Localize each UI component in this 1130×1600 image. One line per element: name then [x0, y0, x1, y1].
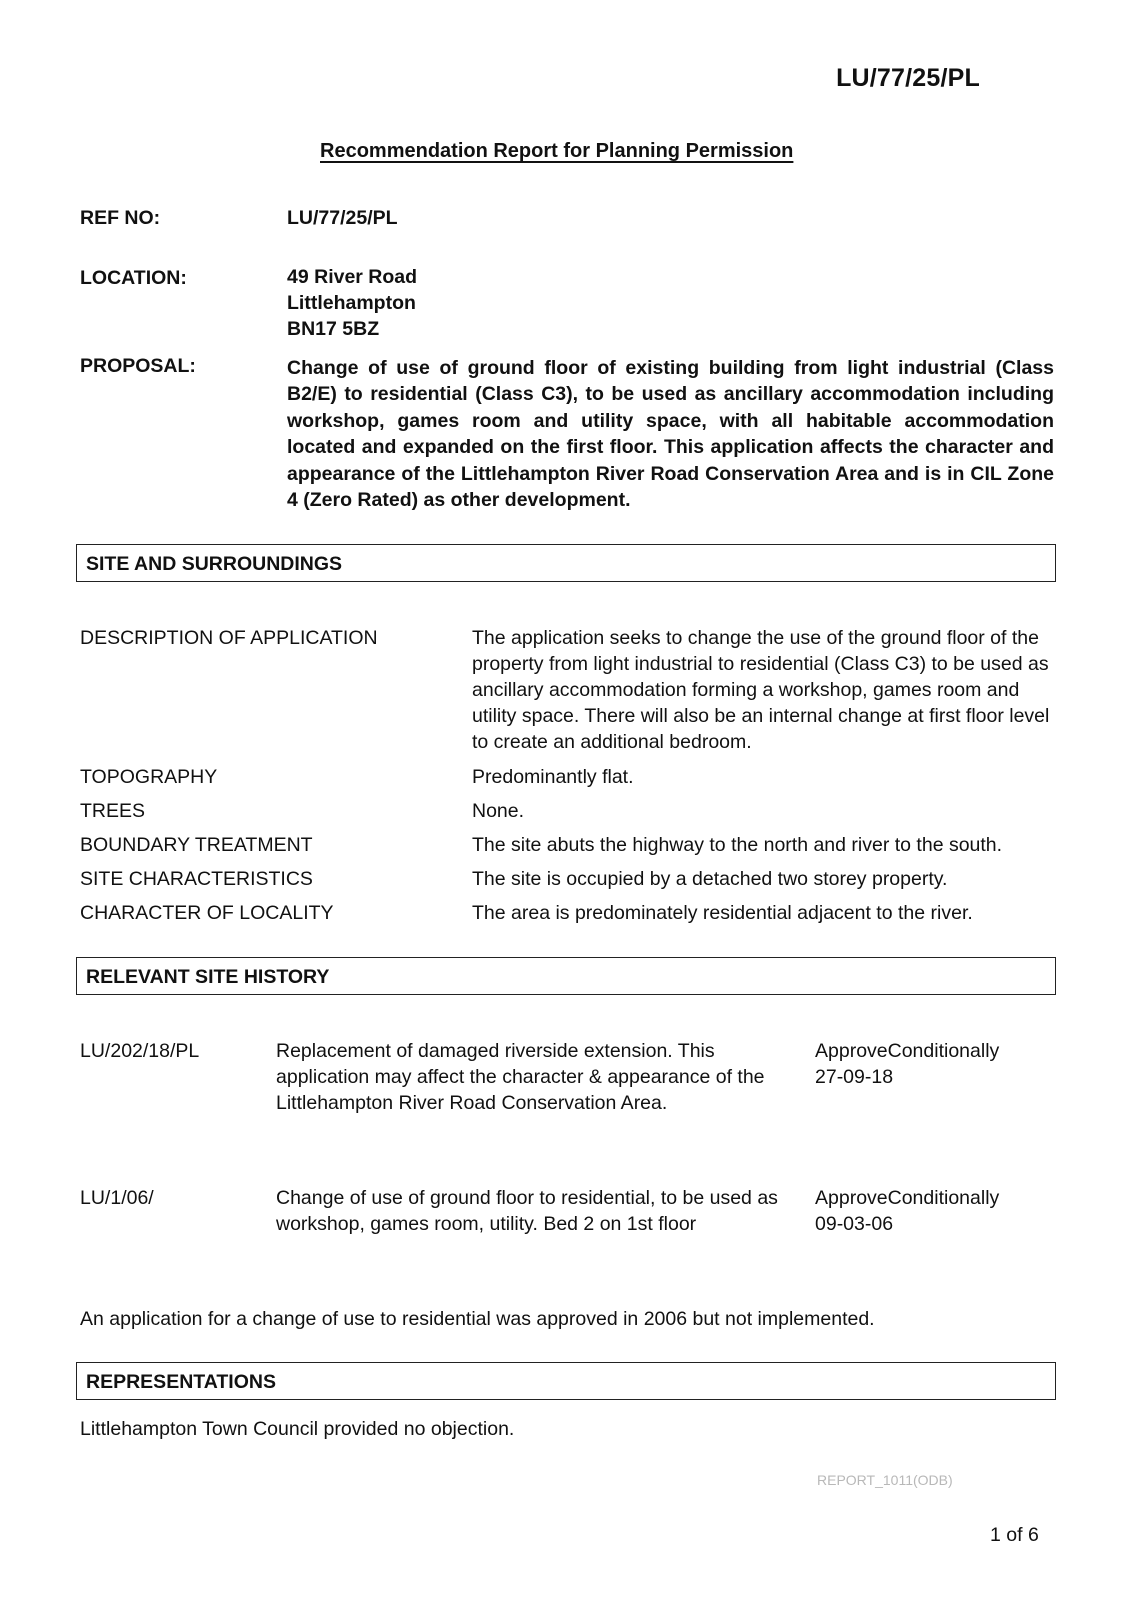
history-note: An application for a change of use to residential was approved in 2006 but not implemented.: [80, 1308, 875, 1330]
location-line-town: Littlehampton: [287, 292, 416, 314]
representations-heading: REPRESENTATIONS: [86, 1371, 276, 1393]
trees-value: None.: [472, 800, 525, 822]
proposal-label: PROPOSAL:: [80, 355, 196, 377]
site-characteristics-label: SITE CHARACTERISTICS: [80, 868, 313, 890]
location-address: [287, 264, 417, 342]
ref-no-label: REF NO:: [80, 207, 161, 229]
site-characteristics-value: The site is occupied by a detached two storey property.: [472, 868, 948, 890]
character-of-locality-label: CHARACTER OF LOCALITY: [80, 902, 334, 924]
page-number: 1 of 6: [990, 1524, 1039, 1546]
description-value: The application seeks to change the use of the ground floor of the property from light industrial to residential (Class C3) to be used as ancillary accommodation forming a workshop, games room and utility space. There will also be an internal change at first floor level to create an additional bedroom.: [472, 627, 1050, 753]
topography-value: Predominantly flat.: [472, 766, 634, 788]
ref-no-value: LU/77/25/PL: [287, 207, 398, 229]
report-title: Recommendation Report for Planning Permission: [320, 140, 794, 162]
representations-text: Littlehampton Town Council provided no objection.: [80, 1418, 515, 1440]
history-date-2: 09-03-06: [815, 1213, 894, 1235]
history-status-1: [815, 1038, 1055, 1090]
boundary-treatment-value: The site abuts the highway to the north and river to the south.: [472, 834, 1003, 856]
proposal-text: Change of use of ground floor of existing building from light industrial (Class B2/E) to residential (Class C3), to be used as ancillary accommodation including workshop, games room and utility space, with all habitable accommodation located and expanded on the first floor. This application affects the character and appearance of the Littlehampton River Road Conservation Area and is in CIL Zone 4 (Zero Rated) as other development.: [287, 357, 1054, 512]
document-reference: LU/77/25/PL: [836, 64, 980, 92]
description-label: DESCRIPTION OF APPLICATION: [80, 627, 378, 649]
character-of-locality-value: The area is predominately residential adjacent to the river.: [472, 902, 973, 924]
history-date-1: 27-09-18: [815, 1066, 894, 1088]
location-line-postcode: BN17 5BZ: [287, 318, 380, 340]
history-description-1: Replacement of damaged riverside extension. This application may affect the character & appearance of the Littlehampton River Road Conservation Area.: [276, 1040, 765, 1114]
report-code: REPORT_1011(ODB): [817, 1472, 953, 1488]
site-surroundings-heading-box: [76, 544, 1056, 582]
topography-label: TOPOGRAPHY: [80, 766, 218, 788]
site-history-heading-box: [76, 957, 1056, 995]
history-description-2: Change of use of ground floor to residential, to be used as workshop, games room, utility. Bed 2 on 1st floor: [276, 1187, 778, 1235]
location-label: LOCATION:: [80, 267, 187, 289]
site-history-heading: RELEVANT SITE HISTORY: [86, 966, 330, 988]
history-ref-2: LU/1/06/: [80, 1187, 154, 1209]
location-line-street: 49 River Road: [287, 266, 418, 288]
history-ref-1: LU/202/18/PL: [80, 1040, 200, 1062]
site-surroundings-heading: SITE AND SURROUNDINGS: [86, 553, 343, 575]
history-decision-1: ApproveConditionally: [815, 1040, 1000, 1062]
history-decision-2: ApproveConditionally: [815, 1187, 1000, 1209]
history-status-2: [815, 1185, 1055, 1237]
boundary-treatment-label: BOUNDARY TREATMENT: [80, 834, 313, 856]
representations-heading-box: [76, 1362, 1056, 1400]
trees-label: TREES: [80, 800, 146, 822]
